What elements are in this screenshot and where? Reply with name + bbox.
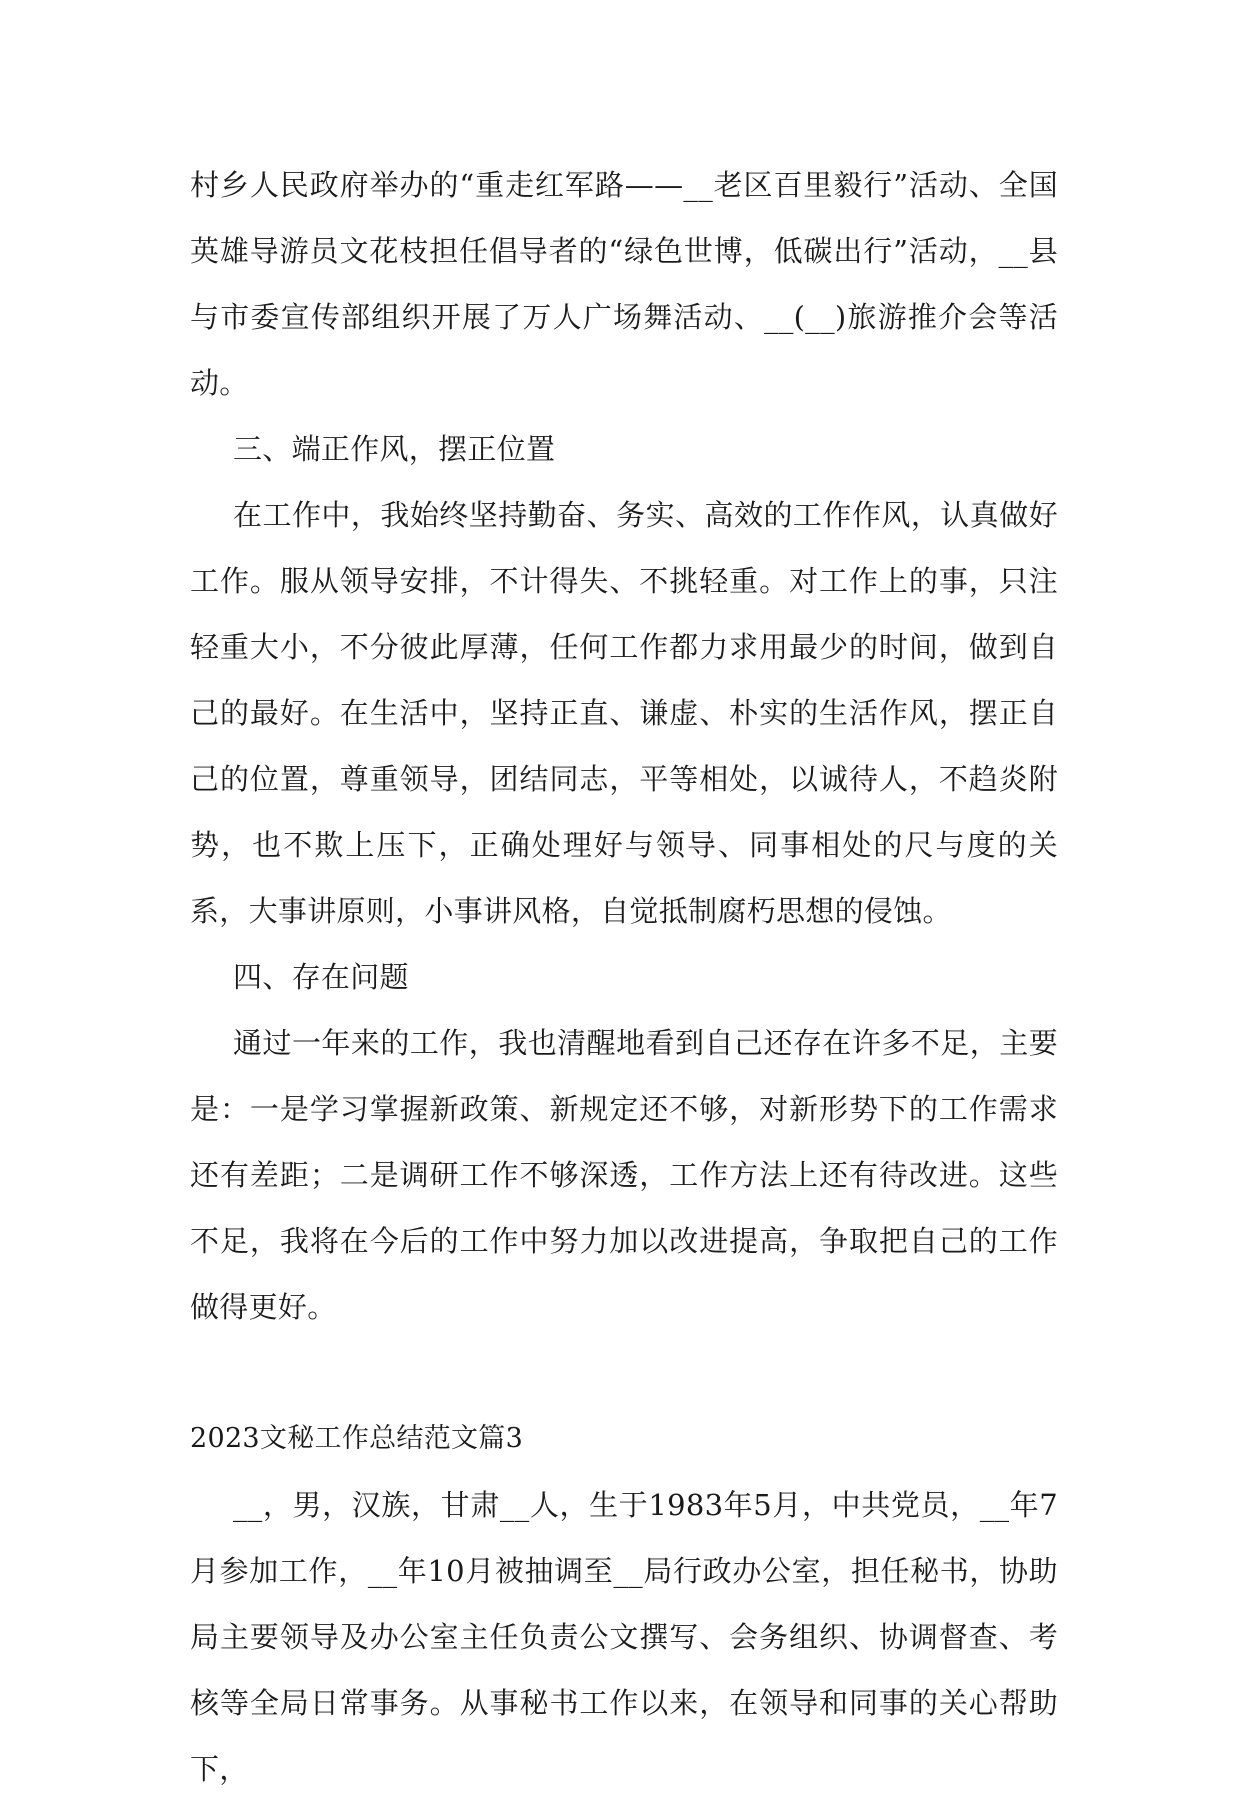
article-title: 2023文秘工作总结范文篇3	[190, 1423, 524, 1454]
section-heading-3: 三、端正作风，摆正位置	[233, 432, 556, 466]
section-heading-4: 四、存在问题	[233, 960, 409, 994]
blank-line	[190, 1340, 1058, 1406]
paragraph-activities: 村乡人民政府举办的“重走红军路——__老区百里毅行”活动、全国英雄导游员文花枝担任倡导者的“绿色世博，低碳出行”活动，__县与市委宣传部组织开展了万人广场舞活动、__(__)旅游推介会等活动。	[190, 168, 1058, 400]
document-body	[190, 152, 1058, 1802]
paragraph-profile: __，男，汉族，甘肃__人，生于1983年5月，中共党员，__年7月参加工作，__年10月被抽调至__局行政办公室，担任秘书，协助局主要领导及办公室主任负责公文撰写、会务组织、协调督查、考核等全局日常事务。从事秘书工作以来，在领导和同事的关心帮助下，	[190, 1488, 1058, 1786]
paragraph-work-style: 在工作中，我始终坚持勤奋、务实、高效的工作作风，认真做好工作。服从领导安排，不计得失、不挑轻重。对工作上的事，只注轻重大小，不分彼此厚薄，任何工作都力求用最少的时间，做到自己的最好。在生活中，坚持正直、谦虚、朴实的生活作风，摆正自己的位置，尊重领导，团结同志，平等相处，以诚待人，不趋炎附势，也不欺上压下，正确处理好与领导、同事相处的尺与度的关系，大事讲原则，小事讲风格，自觉抵制腐朽思想的侵蚀。	[190, 498, 1058, 928]
paragraph-problems: 通过一年来的工作，我也清醒地看到自己还存在许多不足，主要是：一是学习掌握新政策、新规定还不够，对新形势下的工作需求还有差距；二是调研工作不够深透，工作方法上还有待改进。这些不足，我将在今后的工作中努力加以改进提高，争取把自己的工作做得更好。	[190, 1026, 1058, 1324]
